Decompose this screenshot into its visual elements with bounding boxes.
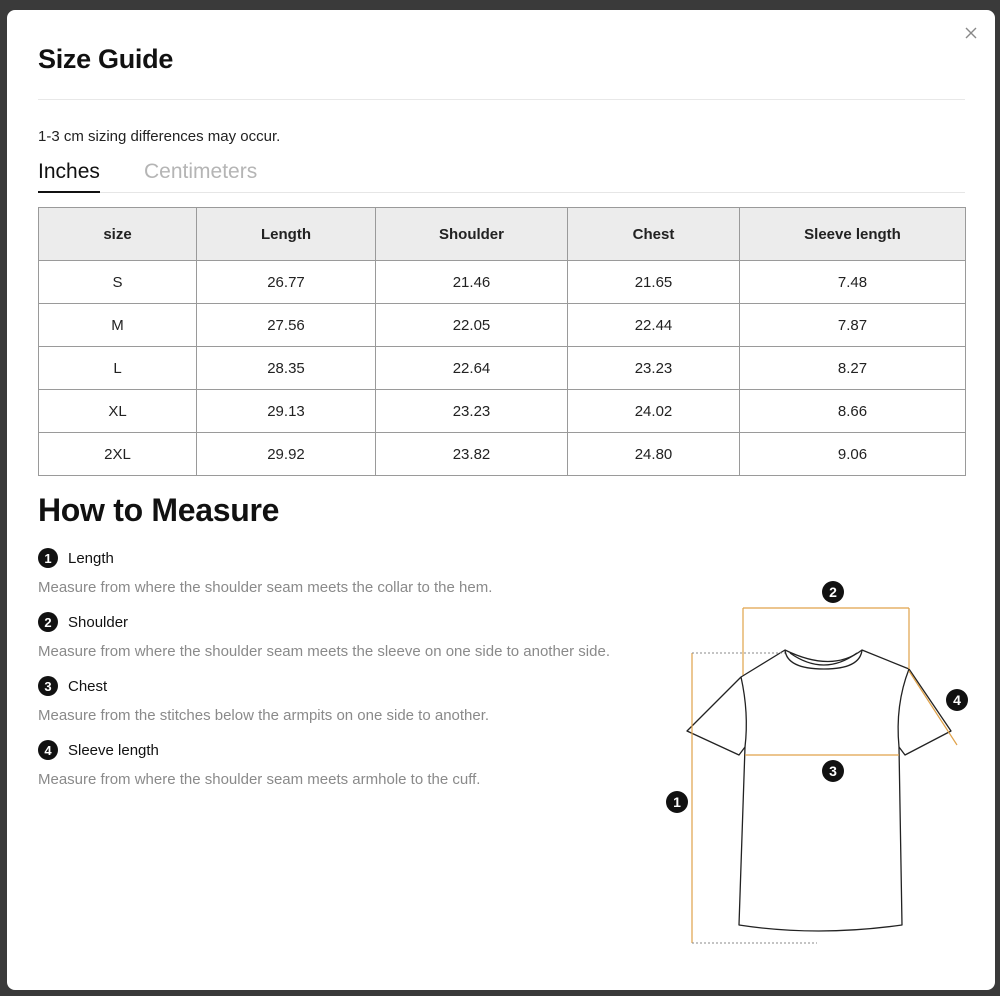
marker-chest [822, 760, 844, 782]
table-cell: 23.23 [376, 390, 568, 433]
step-label: Shoulder [68, 613, 129, 631]
step-description: Measure from the stitches below the armpits on one side to another. [38, 707, 490, 724]
table-cell: XL [39, 390, 197, 433]
table-cell: 26.77 [197, 261, 376, 304]
table-cell: 23.82 [376, 433, 568, 476]
table-row [39, 261, 966, 304]
table-cell: L [39, 347, 197, 390]
size-table [38, 207, 966, 476]
table-row [39, 304, 966, 347]
table-cell: 29.92 [197, 433, 376, 476]
svg-text:3: 3 [829, 763, 837, 779]
table-cell: 2XL [39, 433, 197, 476]
guide-lines [692, 653, 817, 943]
table-cell: 21.46 [376, 261, 568, 304]
column-header-shoulder: Shoulder [376, 208, 568, 261]
table-cell: 24.80 [568, 433, 740, 476]
marker-length [666, 791, 688, 813]
table-cell: 28.35 [197, 347, 376, 390]
how-to-measure-title: How to Measure [38, 492, 280, 528]
svg-text:1: 1 [673, 794, 681, 810]
table-cell: 24.02 [568, 390, 740, 433]
step-label: Chest [68, 677, 108, 695]
tab-centimeters[interactable]: Centimeters [144, 160, 258, 183]
table-header-row [39, 208, 966, 261]
size-guide-modal [7, 10, 995, 990]
tshirt-outline [687, 650, 951, 931]
table-cell: 8.66 [740, 390, 966, 433]
close-button[interactable] [962, 24, 980, 42]
table-row [39, 390, 966, 433]
marker-sleeve-length [946, 689, 968, 711]
step-number-badge: 4 [38, 740, 58, 760]
modal-title: Size Guide [38, 44, 174, 74]
column-header-chest: Chest [568, 208, 740, 261]
table-cell: 7.87 [740, 304, 966, 347]
sizing-note: 1-3 cm sizing differences may occur. [38, 128, 281, 145]
table-cell: 7.48 [740, 261, 966, 304]
table-cell: 9.06 [740, 433, 966, 476]
table-cell: 23.23 [568, 347, 740, 390]
step-label: Length [68, 549, 114, 567]
column-header-size: size [39, 208, 197, 261]
table-cell: 21.65 [568, 261, 740, 304]
close-icon [962, 24, 980, 42]
measure-step-shoulder [38, 611, 610, 660]
table-cell: M [39, 304, 197, 347]
table-cell: 22.44 [568, 304, 740, 347]
table-row [39, 433, 966, 476]
title-divider [38, 99, 965, 100]
table-cell: 8.27 [740, 347, 966, 390]
measure-step-chest [38, 675, 489, 724]
measure-step-length [38, 547, 492, 596]
table-cell: S [39, 261, 197, 304]
measure-step-sleeve-length [38, 739, 480, 788]
table-row [39, 347, 966, 390]
step-description: Measure from where the shoulder seam meets armhole to the cuff. [38, 771, 481, 788]
unit-tabs [38, 160, 965, 193]
table-cell: 27.56 [197, 304, 376, 347]
step-label: Sleeve length [68, 741, 159, 759]
svg-text:4: 4 [953, 692, 961, 708]
tab-inches[interactable]: Inches [38, 160, 100, 193]
column-header-length: Length [197, 208, 376, 261]
step-description: Measure from where the shoulder seam meets the collar to the hem. [38, 579, 493, 596]
tshirt-icon [647, 565, 977, 955]
table-cell: 29.13 [197, 390, 376, 433]
svg-text:2: 2 [829, 584, 837, 600]
step-description: Measure from where the shoulder seam meets the sleeve on one side to another side. [38, 643, 610, 660]
marker-shoulder [822, 581, 844, 603]
table-cell: 22.05 [376, 304, 568, 347]
step-number-badge: 3 [38, 676, 58, 696]
table-cell: 22.64 [376, 347, 568, 390]
step-number-badge: 1 [38, 548, 58, 568]
column-header-sleeve-length: Sleeve length [740, 208, 966, 261]
measurement-diagram [647, 565, 977, 955]
step-number-badge: 2 [38, 612, 58, 632]
